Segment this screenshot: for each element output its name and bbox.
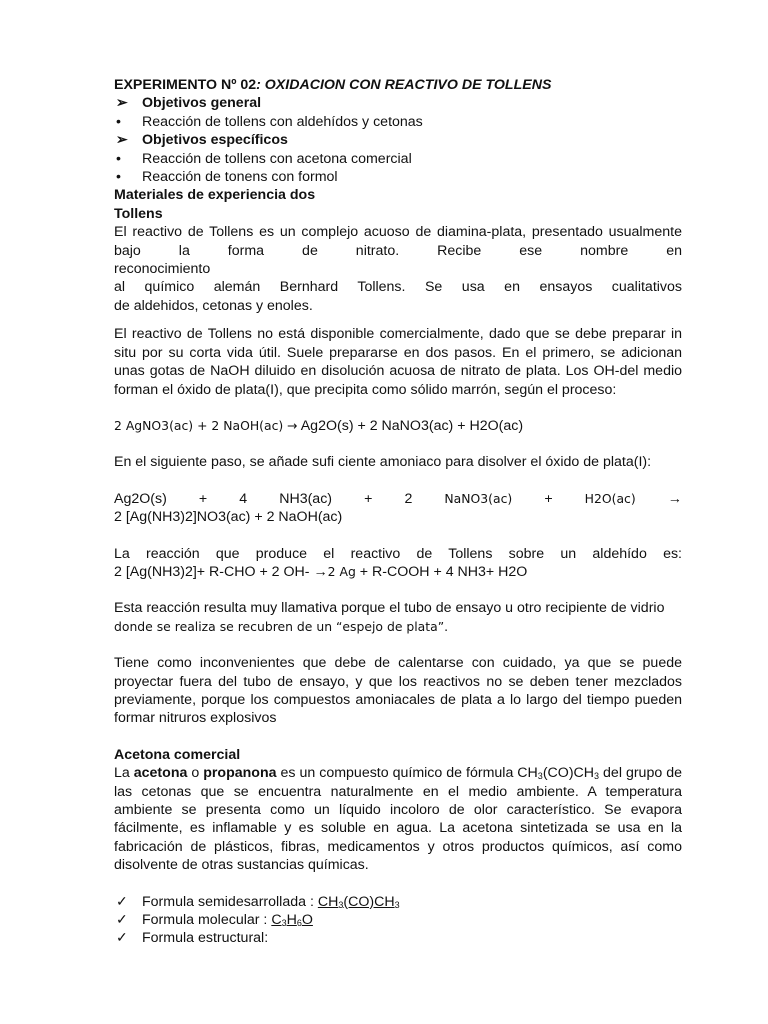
arrow-bullet-icon: ➢ <box>116 132 128 149</box>
tollens-paragraph-5: Esta reacción resulta muy llamativa porque el tubo de ensayo u otro recipiente de vidrio donde se realiza se recubren de un “espejo de plata”. <box>114 600 665 634</box>
list-item: • Reacción de tollens con aldehídos y cetonas <box>116 113 423 130</box>
document-page <box>114 76 682 948</box>
bullet-icon: • <box>116 169 121 186</box>
equation-2: Ag2O(s) + 4 NH3(ac) + 2 NaNO3(ac) + H2O(ac) → 2 [Ag(NH3)2]NO3(ac) + 2 NaOH(ac) <box>114 490 682 526</box>
materials-heading: Materiales de experiencia dos <box>114 187 316 204</box>
checkmark-icon: ✓ <box>116 893 128 910</box>
tollens-paragraph-4: La reacción que produce el reactivo de Tollens sobre un aldehído es: 2 [Ag(NH3)2]+ R-CHO + 2 OH- →2 Ag + R-COOH + 4 NH3+ H2O <box>114 545 682 580</box>
list-item: • Reacción de tollens con acetona comercial <box>116 150 412 167</box>
formula-molecular: ✓ Formula molecular : $C_3H_6O$ <box>116 912 313 929</box>
specific-objectives-heading: ➢ Objetivos específicos <box>116 132 288 149</box>
bullet-icon: • <box>116 113 121 130</box>
general-objectives-heading: ➢ Objetivos general <box>116 95 262 112</box>
formula-semidesarrollada: ✓ Formula semidesarrollada : $CH_3(CO)CH_3$ <box>116 893 400 910</box>
formula-estructural: ✓ Formula estructural: <box>116 930 269 947</box>
tollens-heading: Tollens <box>114 205 163 222</box>
tollens-paragraph-1: El reactivo de Tollens es un complejo acuoso de diamina-plata, presentado usualmente bajo la forma de nitrato. Recibe ese nombre en reconocimiento al químico alemán Bernhard Tollens. Se usa en ensayos cualitativos de aldehidos, cetonas y enoles. <box>114 224 682 314</box>
list-item: • Reacción de tonens con formol <box>116 169 338 186</box>
checkmark-icon: ✓ <box>116 930 128 947</box>
tollens-paragraph-6: Tiene como inconvenientes que debe de calentarse con cuidado, ya que se puede proyectar fuera del tubo de ensayo, y que los reactivos no se deben tener mezclados previamente, porque los compuestos amoniacales de plata a lo largo del tiempo pueden formar nitruros explosivos <box>114 655 682 727</box>
acetona-paragraph: La acetona o propanona es un compuesto químico de fórmula $CH_3(CO)CH_3$ del grupo de las cetonas que se encuentra naturalmente en el medio ambiente. A temperatura ambiente se presenta como un líquido incoloro de olor característico. Se evapora fácilmente, es inflamable y es soluble en agua. La acetona sintetizada se usa en la fabricación de plásticos, fibras, medicamentos y otros productos químicos, así como disolvente de otras sustancias químicas. <box>114 765 682 874</box>
equation-1: 2 AgNO3(ac) + 2 NaOH(ac) → Ag2O(s) + 2 NaNO3(ac) + H2O(ac) <box>114 417 524 434</box>
bullet-icon: • <box>116 150 121 167</box>
tollens-paragraph-2: El reactivo de Tollens no está disponible comercialmente, dado que se debe preparar in situ por su corta vida útil. Suele prepararse en dos pasos. En el primero, se adicionan unas gotas de NaOH diluido en disolución acuosa de nitrato de plata. Los OH-del medio forman el óxido de plata(I), que precipita como sólido marrón, según el proceso: <box>114 326 682 398</box>
experiment-title: EXPERIMENTO Nº 02: OXIDACION CON REACTIVO DE TOLLENS <box>114 77 552 93</box>
tollens-paragraph-3: En el siguiente paso, se añade sufi ciente amoniaco para disolver el óxido de plata(I): <box>114 454 652 471</box>
arrow-bullet-icon: ➢ <box>116 95 128 112</box>
acetona-heading: Acetona comercial <box>114 746 241 763</box>
checkmark-icon: ✓ <box>116 912 128 929</box>
